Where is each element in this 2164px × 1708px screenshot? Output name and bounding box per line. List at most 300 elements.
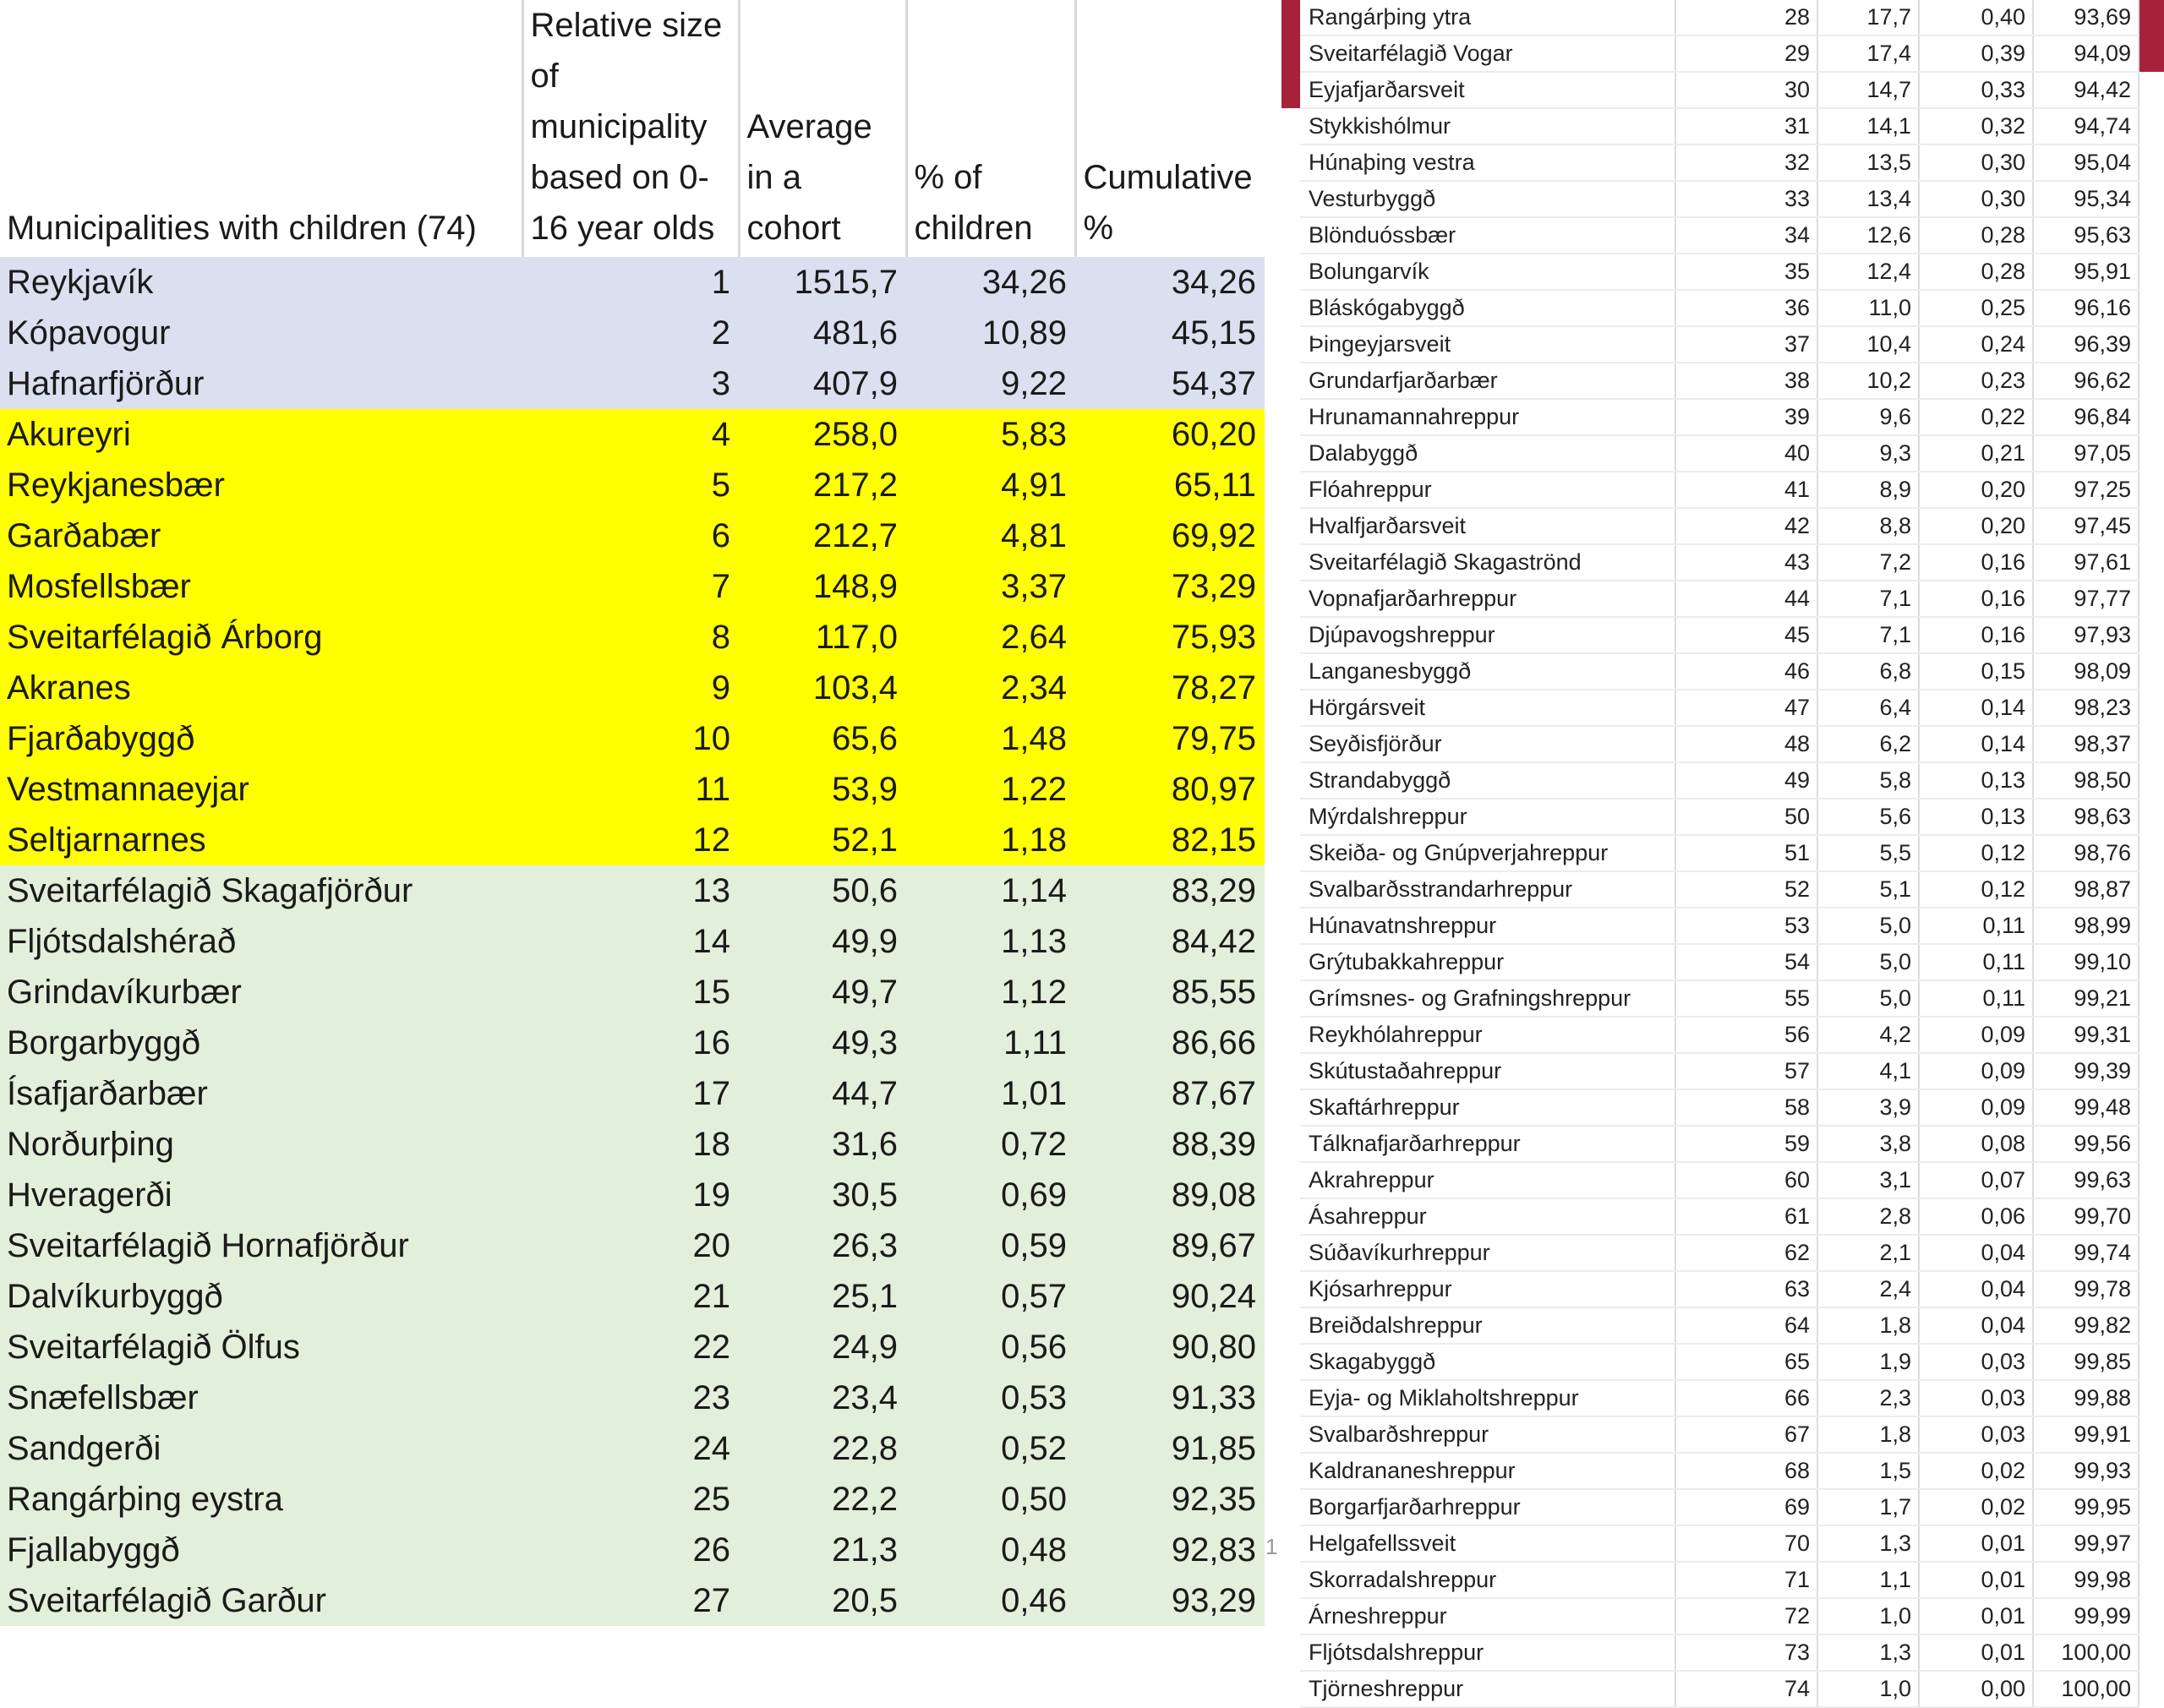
row-marker-right xyxy=(2139,980,2164,1017)
average-cell: 4,2 xyxy=(1817,1017,1919,1053)
percent-cell: 0,11 xyxy=(1919,944,2033,980)
cumulative-cell: 69,92 xyxy=(1171,516,1256,554)
cumulative-cell: 99,48 xyxy=(2033,1089,2139,1126)
cumulative-cell: 95,91 xyxy=(2033,254,2139,290)
row-marker xyxy=(1281,1453,1300,1489)
table-row xyxy=(0,1220,1265,1271)
row-marker-right xyxy=(2139,72,2164,108)
percent-cell: 0,25 xyxy=(1919,290,2033,326)
table-row xyxy=(1281,835,2164,871)
municipality-name-cell: Grindavíkurbær xyxy=(7,973,242,1011)
rank-cell: 26 xyxy=(692,1531,730,1569)
cumulative-cell: 89,08 xyxy=(1171,1176,1256,1214)
average-cell: 1,0 xyxy=(1817,1598,1919,1634)
average-cell: 1,7 xyxy=(1817,1489,1919,1525)
row-marker xyxy=(1281,108,1300,145)
municipality-name-cell: Dalabyggð xyxy=(1300,435,1675,472)
table-row xyxy=(1281,1598,2164,1634)
average-cell: 6,8 xyxy=(1817,653,1919,690)
percent-cell: 0,03 xyxy=(1919,1380,2033,1416)
percent-cell: 0,52 xyxy=(1001,1429,1067,1467)
rank-cell: 34 xyxy=(1675,217,1817,254)
average-cell: 17,4 xyxy=(1817,35,1919,72)
average-cell: 2,1 xyxy=(1817,1235,1919,1271)
percent-cell: 0,12 xyxy=(1919,835,2033,871)
average-cell: 5,1 xyxy=(1817,871,1919,908)
average-cell: 1,3 xyxy=(1817,1525,1919,1562)
rank-cell: 64 xyxy=(1675,1307,1817,1344)
rank-cell: 29 xyxy=(1675,35,1817,72)
average-cell: 4,1 xyxy=(1817,1053,1919,1089)
rank-cell: 43 xyxy=(1675,544,1817,581)
table-row xyxy=(1281,944,2164,980)
row-marker-right xyxy=(2139,472,2164,508)
table-row xyxy=(1281,145,2164,181)
cumulative-cell: 60,20 xyxy=(1171,415,1256,453)
rank-cell: 15 xyxy=(692,973,730,1011)
municipality-name-cell: Borgarfjarðarhreppur xyxy=(1300,1489,1675,1525)
average-cell: 25,1 xyxy=(832,1277,898,1315)
municipality-name-cell: Hveragerði xyxy=(7,1176,172,1214)
rank-cell: 13 xyxy=(692,871,730,909)
municipality-name-cell: Þingeyjarsveit xyxy=(1300,326,1675,363)
average-cell: 2,3 xyxy=(1817,1380,1919,1416)
percent-cell: 0,06 xyxy=(1919,1198,2033,1235)
average-cell: 10,2 xyxy=(1817,363,1919,399)
rank-cell: 36 xyxy=(1675,290,1817,326)
municipality-name-cell: Skútustaðahreppur xyxy=(1300,1053,1675,1089)
row-marker-right xyxy=(2139,399,2164,435)
row-marker xyxy=(1281,72,1300,108)
table-row xyxy=(0,561,1265,612)
percent-cell: 0,02 xyxy=(1919,1453,2033,1489)
municipality-name-cell: Vesturbyggð xyxy=(1300,181,1675,217)
table-row xyxy=(1281,35,2164,72)
header-row xyxy=(0,0,1265,257)
row-marker xyxy=(1281,908,1300,944)
average-cell: 13,4 xyxy=(1817,181,1919,217)
rank-cell: 68 xyxy=(1675,1453,1817,1489)
table-row xyxy=(1281,653,2164,690)
row-marker-right xyxy=(2139,1198,2164,1235)
row-marker-right xyxy=(2139,290,2164,326)
cumulative-cell: 94,74 xyxy=(2033,108,2139,145)
rank-cell: 41 xyxy=(1675,472,1817,508)
percent-cell: 0,53 xyxy=(1001,1378,1067,1416)
percent-cell: 0,03 xyxy=(1919,1416,2033,1453)
cumulative-cell: 97,61 xyxy=(2033,544,2139,581)
row-marker-right xyxy=(2139,944,2164,980)
municipality-name-cell: Hrunamannahreppur xyxy=(1300,399,1675,435)
cumulative-cell: 99,93 xyxy=(2033,1453,2139,1489)
table-row xyxy=(1281,1053,2164,1089)
average-cell: 14,1 xyxy=(1817,108,1919,145)
row-marker xyxy=(1281,581,1300,617)
table-row xyxy=(0,1474,1265,1525)
cumulative-cell: 86,66 xyxy=(1171,1023,1256,1061)
municipality-name-cell: Grímsnes- og Grafningshreppur xyxy=(1300,980,1675,1017)
row-marker-right xyxy=(2139,435,2164,472)
cumulative-cell: 93,69 xyxy=(2033,0,2139,35)
percent-cell: 0,28 xyxy=(1919,254,2033,290)
row-marker-right xyxy=(2139,1453,2164,1489)
row-marker-right xyxy=(2139,762,2164,799)
row-marker xyxy=(1281,1235,1300,1271)
percent-cell: 0,03 xyxy=(1919,1344,2033,1380)
average-cell: 217,2 xyxy=(812,466,898,504)
municipality-name-cell: Fljótsdalshérað xyxy=(7,922,237,960)
table-row xyxy=(1281,290,2164,326)
municipality-name-cell: Ísafjarðarbær xyxy=(7,1074,208,1112)
rank-cell: 52 xyxy=(1675,871,1817,908)
cumulative-cell: 98,87 xyxy=(2033,871,2139,908)
municipality-name-cell: Norðurþing xyxy=(7,1125,174,1163)
percent-cell: 0,14 xyxy=(1919,726,2033,762)
average-cell: 26,3 xyxy=(832,1226,898,1264)
row-marker-right xyxy=(2139,254,2164,290)
municipality-name-cell: Ásahreppur xyxy=(1300,1198,1675,1235)
percent-cell: 0,16 xyxy=(1919,544,2033,581)
average-cell: 49,7 xyxy=(832,973,898,1011)
municipality-name-cell: Seltjarnarnes xyxy=(7,821,206,859)
row-marker xyxy=(1281,871,1300,908)
row-marker xyxy=(1281,181,1300,217)
rank-cell: 65 xyxy=(1675,1344,1817,1380)
rank-cell: 69 xyxy=(1675,1489,1817,1525)
municipality-name-cell: Vestmannaeyjar xyxy=(7,770,249,808)
percent-cell: 4,81 xyxy=(1001,516,1067,554)
rank-cell: 55 xyxy=(1675,980,1817,1017)
table-row xyxy=(1281,908,2164,944)
rank-cell: 67 xyxy=(1675,1416,1817,1453)
table-row xyxy=(1281,581,2164,617)
average-cell: 9,3 xyxy=(1817,435,1919,472)
cumulative-cell: 94,42 xyxy=(2033,72,2139,108)
average-cell: 5,8 xyxy=(1817,762,1919,799)
municipality-name-cell: Rangárþing ytra xyxy=(1300,0,1675,35)
cumulative-cell: 95,04 xyxy=(2033,145,2139,181)
rank-cell: 11 xyxy=(695,770,730,808)
municipality-name-cell: Mosfellsbær xyxy=(7,567,191,605)
average-cell: 1,9 xyxy=(1817,1344,1919,1380)
municipality-name-cell: Akureyri xyxy=(7,415,131,453)
cumulative-cell: 98,23 xyxy=(2033,690,2139,726)
municipality-name-cell: Sveitarfélagið Hornafjörður xyxy=(7,1226,409,1264)
table-row xyxy=(0,510,1265,561)
table-row xyxy=(1281,690,2164,726)
row-marker xyxy=(1281,326,1300,363)
municipality-name-cell: Súðavíkurhreppur xyxy=(1300,1235,1675,1271)
table-row xyxy=(1281,1634,2164,1671)
average-cell: 10,4 xyxy=(1817,326,1919,363)
cumulative-cell: 88,39 xyxy=(1171,1125,1256,1163)
average-cell: 20,5 xyxy=(832,1581,898,1619)
row-marker-right xyxy=(2139,1671,2164,1707)
cumulative-cell: 99,78 xyxy=(2033,1271,2139,1307)
municipality-name-cell: Svalbarðshreppur xyxy=(1300,1416,1675,1453)
municipality-name-cell: Grýtubakkahreppur xyxy=(1300,944,1675,980)
table-row xyxy=(1281,762,2164,799)
percent-cell: 0,11 xyxy=(1919,908,2033,944)
percent-cell: 9,22 xyxy=(1001,364,1067,402)
header-percent-children: % of children xyxy=(906,0,1075,257)
cumulative-cell: 91,33 xyxy=(1171,1378,1256,1416)
rank-cell: 31 xyxy=(1675,108,1817,145)
cumulative-cell: 99,21 xyxy=(2033,980,2139,1017)
rank-cell: 1 xyxy=(711,263,730,301)
row-marker-right xyxy=(2139,726,2164,762)
cumulative-cell: 98,50 xyxy=(2033,762,2139,799)
cumulative-cell: 99,70 xyxy=(2033,1198,2139,1235)
rank-cell: 21 xyxy=(692,1277,730,1315)
table-row xyxy=(0,967,1265,1018)
table-row xyxy=(0,1423,1265,1474)
cumulative-cell: 98,99 xyxy=(2033,908,2139,944)
table-row xyxy=(0,460,1265,510)
cumulative-cell: 99,10 xyxy=(2033,944,2139,980)
municipality-name-cell: Rangárþing eystra xyxy=(7,1480,283,1518)
municipality-name-cell: Mýrdalshreppur xyxy=(1300,799,1675,835)
average-cell: 407,9 xyxy=(812,364,898,402)
rank-cell: 5 xyxy=(711,466,730,504)
row-marker-right xyxy=(2139,799,2164,835)
row-marker xyxy=(1281,762,1300,799)
row-marker xyxy=(1281,145,1300,181)
average-cell: 24,9 xyxy=(832,1328,898,1366)
row-marker xyxy=(1281,1307,1300,1344)
row-marker-right xyxy=(2139,581,2164,617)
cumulative-cell: 97,25 xyxy=(2033,472,2139,508)
rank-cell: 57 xyxy=(1675,1053,1817,1089)
row-marker xyxy=(1281,1126,1300,1162)
table-row xyxy=(0,358,1265,409)
cumulative-cell: 99,31 xyxy=(2033,1017,2139,1053)
municipality-name-cell: Bláskógabyggð xyxy=(1300,290,1675,326)
percent-cell: 0,39 xyxy=(1919,35,2033,72)
average-cell: 31,6 xyxy=(832,1125,898,1163)
percent-cell: 0,46 xyxy=(1001,1581,1067,1619)
percent-cell: 0,33 xyxy=(1919,72,2033,108)
municipality-name-cell: Fjallabyggð xyxy=(7,1531,180,1569)
percent-cell: 0,01 xyxy=(1919,1598,2033,1634)
rank-cell: 54 xyxy=(1675,944,1817,980)
municipality-name-cell: Akrahreppur xyxy=(1300,1162,1675,1198)
row-marker xyxy=(1281,35,1300,72)
average-cell: 103,4 xyxy=(812,668,898,707)
rank-cell: 72 xyxy=(1675,1598,1817,1634)
row-marker xyxy=(1281,1489,1300,1525)
rank-cell: 46 xyxy=(1675,653,1817,690)
percent-cell: 0,20 xyxy=(1919,472,2033,508)
average-cell: 65,6 xyxy=(832,719,898,757)
cumulative-cell: 98,09 xyxy=(2033,653,2139,690)
percent-cell: 0,01 xyxy=(1919,1525,2033,1562)
average-cell: 7,1 xyxy=(1817,617,1919,653)
municipality-name-cell: Kjósarhreppur xyxy=(1300,1271,1675,1307)
rank-cell: 37 xyxy=(1675,326,1817,363)
cumulative-cell: 87,67 xyxy=(1171,1074,1256,1112)
cumulative-cell: 96,62 xyxy=(2033,363,2139,399)
percent-cell: 1,01 xyxy=(1001,1074,1067,1112)
rank-cell: 25 xyxy=(692,1480,730,1518)
row-marker xyxy=(1281,980,1300,1017)
rank-cell: 24 xyxy=(692,1429,730,1467)
municipality-name-cell: Reykjanesbær xyxy=(7,466,225,504)
table-row xyxy=(0,1372,1265,1423)
table-row xyxy=(0,713,1265,764)
row-marker-right xyxy=(2139,1017,2164,1053)
row-marker-right xyxy=(2139,1525,2164,1562)
average-cell: 8,9 xyxy=(1817,472,1919,508)
average-cell: 6,2 xyxy=(1817,726,1919,762)
cumulative-cell: 99,88 xyxy=(2033,1380,2139,1416)
municipality-name-cell: Húnavatnshreppur xyxy=(1300,908,1675,944)
row-marker xyxy=(1281,1089,1300,1126)
table-row xyxy=(1281,1089,2164,1126)
row-marker-right xyxy=(2139,35,2164,72)
row-marker xyxy=(1281,290,1300,326)
row-marker-right xyxy=(2139,1162,2164,1198)
rank-cell: 53 xyxy=(1675,908,1817,944)
rank-cell: 8 xyxy=(711,618,730,656)
table-row xyxy=(0,1068,1265,1119)
percent-cell: 1,48 xyxy=(1001,719,1067,757)
cumulative-cell: 90,24 xyxy=(1171,1277,1256,1315)
percent-cell: 1,22 xyxy=(1001,770,1067,808)
row-marker-right xyxy=(2139,690,2164,726)
percent-cell: 0,02 xyxy=(1919,1489,2033,1525)
row-marker xyxy=(1281,1162,1300,1198)
average-cell: 11,0 xyxy=(1817,290,1919,326)
rank-cell: 30 xyxy=(1675,72,1817,108)
row-marker-right xyxy=(2139,1598,2164,1634)
municipality-name-cell: Kópavogur xyxy=(7,314,171,352)
row-marker xyxy=(1281,508,1300,544)
cumulative-cell: 99,82 xyxy=(2033,1307,2139,1344)
percent-cell: 0,01 xyxy=(1919,1562,2033,1598)
percent-cell: 1,18 xyxy=(1001,821,1067,859)
average-cell: 481,6 xyxy=(812,314,898,352)
table-row xyxy=(1281,1453,2164,1489)
rank-cell: 48 xyxy=(1675,726,1817,762)
cumulative-cell: 96,84 xyxy=(2033,399,2139,435)
percent-cell: 1,14 xyxy=(1001,871,1067,909)
cumulative-cell: 95,63 xyxy=(2033,217,2139,254)
average-cell: 117,0 xyxy=(815,618,898,656)
cumulative-cell: 100,00 xyxy=(2033,1671,2139,1707)
rank-cell: 42 xyxy=(1675,508,1817,544)
percent-cell: 0,04 xyxy=(1919,1235,2033,1271)
table-row xyxy=(1281,1126,2164,1162)
average-cell: 1,0 xyxy=(1817,1671,1919,1707)
average-cell: 7,2 xyxy=(1817,544,1919,581)
average-cell: 2,4 xyxy=(1817,1271,1919,1307)
row-marker xyxy=(1281,1271,1300,1307)
municipality-name-cell: Reykhólahreppur xyxy=(1300,1017,1675,1053)
row-marker-right xyxy=(2139,1053,2164,1089)
rank-cell: 9 xyxy=(711,668,730,707)
average-cell: 3,9 xyxy=(1817,1089,1919,1126)
rank-cell: 19 xyxy=(692,1176,730,1214)
average-cell: 53,9 xyxy=(832,770,898,808)
row-marker-right xyxy=(2139,508,2164,544)
table-row xyxy=(1281,1235,2164,1271)
rank-cell: 28 xyxy=(1675,0,1817,35)
rank-cell: 38 xyxy=(1675,363,1817,399)
percent-cell: 34,26 xyxy=(981,263,1067,301)
table-row xyxy=(1281,181,2164,217)
average-cell: 17,7 xyxy=(1817,0,1919,35)
percent-cell: 10,89 xyxy=(981,314,1067,352)
row-marker-right xyxy=(2139,1380,2164,1416)
cumulative-cell: 98,63 xyxy=(2033,799,2139,835)
row-marker-right xyxy=(2139,835,2164,871)
municipality-name-cell: Eyjafjarðarsveit xyxy=(1300,72,1675,108)
average-cell: 148,9 xyxy=(812,567,898,605)
municipality-name-cell: Skagabyggð xyxy=(1300,1344,1675,1380)
percent-cell: 0,40 xyxy=(1919,0,2033,35)
municipality-name-cell: Sveitarfélagið Árborg xyxy=(7,618,323,656)
cumulative-cell: 75,93 xyxy=(1171,618,1256,656)
table-row xyxy=(1281,472,2164,508)
municipality-name-cell: Sveitarfélagið Ölfus xyxy=(7,1328,300,1366)
percent-cell: 0,32 xyxy=(1919,108,2033,145)
row-marker xyxy=(1281,399,1300,435)
table-row xyxy=(1281,1562,2164,1598)
municipality-name-cell: Svalbarðsstrandarhreppur xyxy=(1300,871,1675,908)
percent-cell: 0,16 xyxy=(1919,617,2033,653)
municipality-name-cell: Flóahreppur xyxy=(1300,472,1675,508)
rank-cell: 73 xyxy=(1675,1634,1817,1671)
rank-cell: 27 xyxy=(692,1581,730,1619)
percent-cell: 0,72 xyxy=(1001,1125,1067,1163)
row-marker xyxy=(1281,1598,1300,1634)
percent-cell: 0,08 xyxy=(1919,1126,2033,1162)
municipality-name-cell: Helgafellssveit xyxy=(1300,1525,1675,1562)
header-average-cohort: Average in a cohort xyxy=(739,0,906,257)
municipality-name-cell: Árneshreppur xyxy=(1300,1598,1675,1634)
municipality-name-cell: Langanesbyggð xyxy=(1300,653,1675,690)
rank-cell: 49 xyxy=(1675,762,1817,799)
table-row xyxy=(1281,363,2164,399)
cumulative-cell: 45,15 xyxy=(1171,314,1256,352)
municipality-name-cell: Borgarbyggð xyxy=(7,1023,201,1061)
row-marker-right xyxy=(2139,1126,2164,1162)
average-cell: 1,8 xyxy=(1817,1416,1919,1453)
percent-cell: 0,14 xyxy=(1919,690,2033,726)
table-row xyxy=(1281,1671,2164,1707)
row-marker xyxy=(1281,799,1300,835)
percent-cell: 0,16 xyxy=(1919,581,2033,617)
average-cell: 49,9 xyxy=(832,922,898,960)
cumulative-cell: 96,16 xyxy=(2033,290,2139,326)
municipality-name-cell: Strandabyggð xyxy=(1300,762,1675,799)
municipality-name-cell: Kaldrananeshreppur xyxy=(1300,1453,1675,1489)
rank-cell: 17 xyxy=(692,1074,730,1112)
table-row xyxy=(0,916,1265,967)
municipality-name-cell: Hafnarfjörður xyxy=(7,364,205,402)
row-marker xyxy=(1281,217,1300,254)
row-marker-right xyxy=(2139,1344,2164,1380)
percent-cell: 0,20 xyxy=(1919,508,2033,544)
cumulative-cell: 34,26 xyxy=(1171,263,1256,301)
cumulative-cell: 73,29 xyxy=(1171,567,1256,605)
table-row xyxy=(1281,799,2164,835)
separator-mark: 1 xyxy=(1265,1534,1278,1559)
cumulative-cell: 82,15 xyxy=(1171,821,1256,859)
municipality-name-cell: Grundarfjarðarbær xyxy=(1300,363,1675,399)
rank-cell: 16 xyxy=(692,1023,730,1061)
